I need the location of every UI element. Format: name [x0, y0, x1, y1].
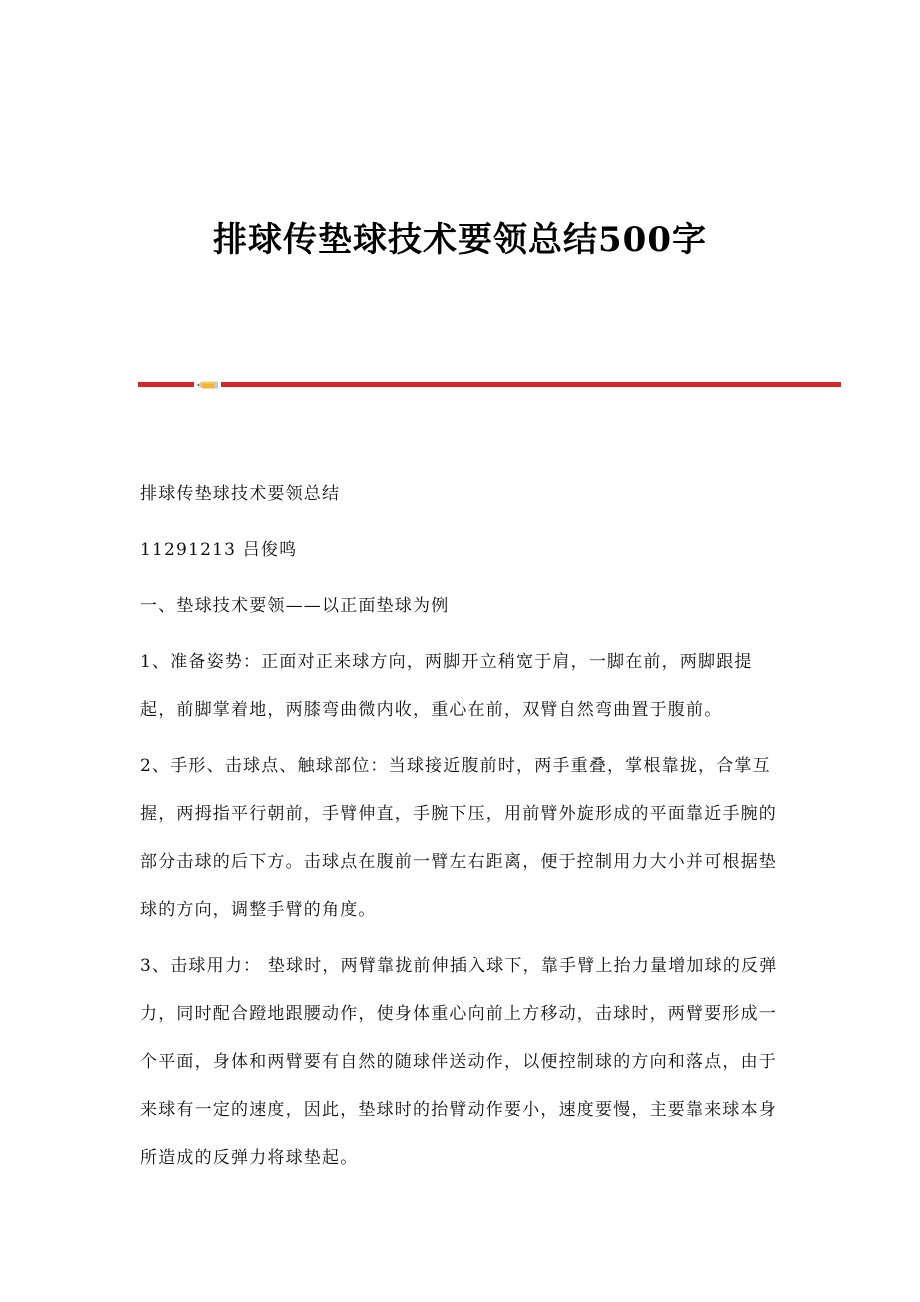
divider-left-segment — [138, 382, 194, 387]
title-divider — [138, 380, 841, 390]
author-line: 11291213 吕俊鸣 — [140, 540, 298, 560]
document-heading: 排球传垫球技术要领总结 — [140, 484, 341, 504]
paragraph-1: 1、准备姿势：正面对正来球方向，两脚开立稍宽于肩，一脚在前，两脚跟提起，前脚掌着地，两膝弯曲微内收，重心在前，双臂自然弯曲置于腹前。 — [140, 652, 753, 720]
document-title: 排球传垫球技术要领总结500字 — [213, 220, 707, 260]
paragraph-2: 2、手形、击球点、触球部位：当球接近腹前时，两手重叠，掌根靠拢，合掌互握，两拇指平行朝前，手臂伸直，手腕下压，用前臂外旋形成的平面靠近手腕的部分击球的后下方。击球点在腹前一臂左右距离，便于控制用力大小并可根据垫球的方向，调整手臂的角度。 — [140, 756, 777, 920]
pencil-icon — [197, 380, 218, 390]
divider-right-segment — [221, 382, 841, 387]
paragraph-3: 3、击球用力： 垫球时，两臂靠拢前伸插入球下，靠手臂上抬力量增加球的反弹力，同时配合蹬地跟腰动作，使身体重心向前上方移动，击球时，两臂要形成一个平面，身体和两臂要有自然的随球伴送动作，以便控制球的方向和落点，由于来球有一定的速度，因此，垫球时的抬臂动作要小，速度要慢，主要靠来球本身所造成的反弹力将球垫起。 — [140, 956, 778, 1168]
section-title: 一、垫球技术要领——以正面垫球为例 — [140, 596, 450, 616]
document-body — [140, 470, 780, 1190]
